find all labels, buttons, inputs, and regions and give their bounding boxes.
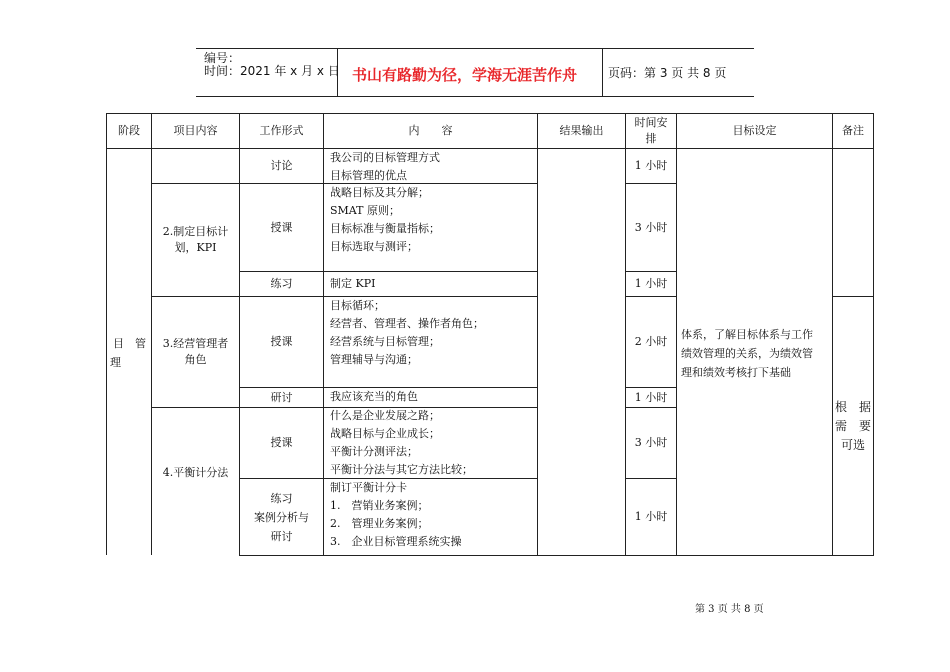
form-seminar: 研讨 (270, 390, 293, 404)
content-line: 目标管理的优点 (330, 169, 407, 182)
table-bottom-border (239, 555, 874, 556)
content-line: 什么是企业发展之路； (330, 409, 440, 422)
project-3 (152, 297, 239, 407)
header-page-number: 页码：第 3 页 共 8 页 (608, 66, 727, 80)
col-header-project: 项目内容 (173, 124, 218, 137)
time-row-2: 3 小时 (634, 220, 668, 234)
document-date: 时间：2021 年 x 月 x 日 (204, 64, 340, 78)
content-line: 平衡计分法与其它方法比较； (330, 463, 473, 476)
content-row-1 (330, 149, 440, 185)
form-practice-case (240, 479, 323, 555)
content-line: 经营者、管理者、操作者角色； (330, 317, 484, 330)
content-line: 目标选取与测评； (330, 240, 418, 253)
goal-line: 绩效管理的关系，为绩效管 (681, 347, 813, 360)
content-row-5 (330, 388, 418, 406)
project-3-line: 3.经营管理者 (162, 337, 229, 350)
goal-line: 体系，了解目标体系与工作 (681, 328, 813, 341)
col-divider (537, 113, 538, 556)
content-line: 经营系统与目标管理； (330, 335, 440, 348)
time-row-3: 1 小时 (634, 277, 668, 290)
content-line: 目标标准与衡量指标； (330, 222, 440, 235)
form-line: 案例分析与 (254, 510, 309, 524)
col-divider (676, 113, 677, 556)
table-right-border (873, 113, 874, 556)
header-bottom-rule (196, 96, 754, 97)
col-header-time (626, 114, 676, 148)
content-row-2 (330, 184, 440, 256)
time-row-1: 1 小时 (634, 159, 668, 172)
content-line: 管理辅导与沟通； (330, 353, 418, 366)
project-2 (152, 184, 239, 296)
col-header-remark: 备注 (842, 124, 864, 137)
content-row-3 (330, 275, 375, 293)
col-header-time-line: 时间安 (634, 116, 668, 129)
form-line: 练习 (270, 491, 293, 505)
content-row-4 (330, 297, 484, 369)
col-divider (323, 113, 324, 556)
remark-line: 需 要 (834, 418, 871, 433)
project-2-line: 2.制定目标计 (162, 225, 229, 238)
form-lecture: 授课 (270, 436, 293, 449)
time-row-6: 3 小时 (634, 436, 668, 449)
content-line: SMAT 原则； (330, 204, 400, 217)
content-line: 1. 营销业务案例； (330, 499, 429, 512)
form-discussion: 讨论 (270, 159, 293, 172)
col-header-goal: 目标设定 (732, 124, 777, 137)
remark-text (833, 297, 873, 555)
goal-text (681, 325, 813, 382)
footer-page-number: 第 3 页 共 8 页 (695, 604, 764, 615)
content-line: 3. 企业目标管理系统实操 (330, 535, 462, 548)
header-top-rule (196, 48, 754, 49)
form-lecture: 授课 (270, 335, 293, 348)
content-line: 战略目标及其分解； (330, 186, 429, 199)
time-row-7: 1 小时 (634, 510, 668, 523)
form-practice: 练习 (270, 277, 293, 290)
content-line: 我公司的目标管理方式 (330, 151, 440, 164)
project-4: 4.平衡计分法 (162, 466, 229, 479)
project-3-line: 角色 (184, 353, 207, 366)
col-header-time-line: 排 (645, 132, 657, 145)
time-row-5: 1 小时 (634, 390, 668, 404)
col-header-output: 结果输出 (559, 124, 604, 137)
stage-label: 目 管 (113, 337, 146, 350)
document-number-label: 编号： (204, 51, 241, 65)
content-line: 战略目标与企业成长； (330, 427, 440, 440)
form-line: 研讨 (270, 529, 293, 543)
time-row-4: 2 小时 (634, 335, 668, 348)
content-row-6 (330, 407, 473, 479)
col-header-content: 内 容 (408, 124, 453, 137)
project-2-line: 划，KPI (174, 241, 217, 254)
stage-label: 理 (110, 356, 121, 369)
goal-line: 理和绩效考核打下基础 (681, 366, 791, 379)
header-motto: 书山有路勤为径，学海无涯苦作舟 (352, 66, 578, 84)
content-row-7 (330, 479, 462, 551)
header-divider (602, 48, 603, 96)
col-header-stage: 阶段 (118, 124, 140, 137)
content-line: 制定 KPI (330, 277, 376, 290)
remark-line: 根 据 (834, 399, 871, 414)
remark-line: 可选 (840, 437, 865, 452)
content-line: 平衡计分测评法； (330, 445, 418, 458)
form-lecture: 授课 (270, 220, 293, 234)
table-left-border (106, 113, 107, 555)
col-header-form: 工作形式 (259, 124, 304, 137)
content-line: 2. 管理业务案例； (330, 517, 429, 530)
content-line: 我应该充当的角色 (330, 390, 418, 403)
content-line: 目标循环； (330, 299, 385, 312)
table-header-bottom (106, 148, 874, 149)
content-line: 制订平衡计分卡 (330, 481, 407, 494)
